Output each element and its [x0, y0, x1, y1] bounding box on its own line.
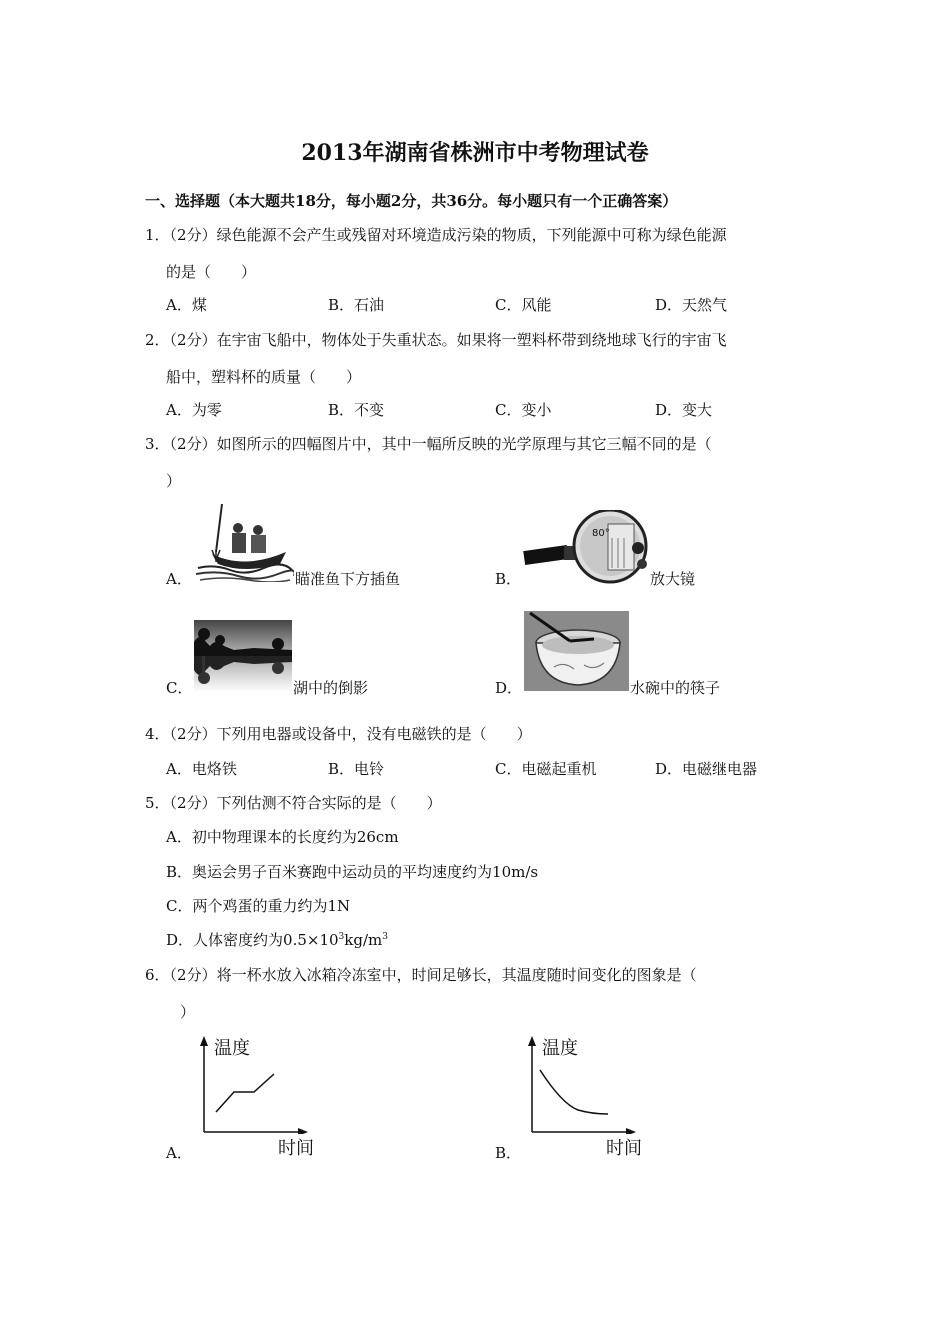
- q5-option-d-exp2: 3: [382, 932, 388, 942]
- question-6-stem-cont: ）: [180, 1003, 196, 1021]
- q3-option-d: D．: [495, 679, 523, 697]
- question-5-stem: 5．（2分）下列估测不符合实际的是（ ）: [145, 794, 442, 812]
- q1-option-c: C．风能: [495, 296, 552, 314]
- lake-reflection-image: [194, 620, 292, 692]
- q3-option-a: A．: [166, 570, 192, 588]
- graph-b-curve: [540, 1070, 608, 1114]
- question-1-stem-cont: 的是（ ）: [166, 263, 257, 281]
- q3-caption-b: 放大镜: [650, 570, 696, 588]
- q1-option-a: A．煤: [166, 296, 207, 314]
- question-3-stem-cont: ）: [166, 472, 182, 490]
- q5-option-c: C．两个鸡蛋的重力约为1N: [166, 897, 351, 915]
- q4-option-a: A．电烙铁: [166, 760, 237, 778]
- q5-option-d-unit: kg/m: [344, 931, 383, 949]
- graph-b-ylabel: 温度: [542, 1038, 578, 1059]
- q3-caption-a: 瞄准鱼下方插鱼: [295, 570, 401, 588]
- q5-option-d-prefix: D．人体密度约为0.5×10: [166, 931, 339, 949]
- q5-option-d: [166, 929, 388, 950]
- q2-option-b: B．不变: [328, 401, 385, 419]
- question-6-stem: 6．（2分）将一杯水放入冰箱冷冻室中，时间足够长，其温度随时间变化的图象是（: [145, 966, 697, 984]
- q2-option-d: D．变大: [655, 401, 713, 419]
- graph-a-xlabel: 时间: [278, 1138, 314, 1159]
- q4-option-b: B．电铃: [328, 760, 385, 778]
- page-title: 2013年湖南省株洲市中考物理试卷: [301, 140, 649, 166]
- question-1-stem: 1．（2分）绿色能源不会产生或残留对环境造成污染的物质，下列能源中可称为绿色能源: [145, 226, 727, 244]
- question-3-stem: 3．（2分）如图所示的四幅图片中，其中一幅所反映的光学原理与其它三幅不同的是（: [145, 435, 712, 453]
- q4-option-c: C．电磁起重机: [495, 760, 597, 778]
- fishing-boat-image: [194, 502, 294, 582]
- graph-a-ylabel: 温度: [214, 1038, 250, 1059]
- q2-option-a: A．为零: [166, 401, 222, 419]
- magnifier-label: 80°: [592, 528, 610, 539]
- q3-caption-c: 湖中的倒影: [293, 679, 369, 697]
- q6-option-b: B．: [495, 1144, 522, 1162]
- bowl-chopstick-image: [524, 611, 629, 691]
- graph-b-xlabel: 时间: [606, 1138, 642, 1159]
- q2-option-c: C．变小: [495, 401, 552, 419]
- graph-a-line: [216, 1074, 274, 1112]
- graph-a: [190, 1034, 330, 1134]
- q5-option-d-exp1: 3: [338, 932, 345, 942]
- graph-b: [518, 1034, 658, 1134]
- q1-option-b: B．石油: [328, 296, 385, 314]
- q4-option-d: D．电磁继电器: [655, 760, 758, 778]
- q5-option-a: A．初中物理课本的长度约为26cm: [166, 828, 399, 846]
- q1-option-d: D．天然气: [655, 296, 728, 314]
- q3-caption-d: 水碗中的筷子: [630, 679, 721, 697]
- q5-option-b: B．奥运会男子百米赛跑中运动员的平均速度约为10m/s: [166, 863, 539, 881]
- question-2-stem: 2．（2分）在宇宙飞船中，物体处于失重状态。如果将一塑料杯带到绕地球飞行的宇宙飞: [145, 331, 727, 349]
- q6-option-a: A．: [166, 1144, 192, 1162]
- question-2-stem-cont: 船中，塑料杯的质量（ ）: [166, 368, 362, 386]
- q3-option-c: C．: [166, 679, 193, 697]
- magnifier-image: [522, 510, 650, 586]
- q3-option-b: B．: [495, 570, 522, 588]
- question-4-stem: 4．（2分）下列用电器或设备中，没有电磁铁的是（ ）: [145, 725, 532, 743]
- section-heading: 一、选择题（本大题共18分，每小题2分，共36分。每小题只有一个正确答案）: [145, 192, 678, 210]
